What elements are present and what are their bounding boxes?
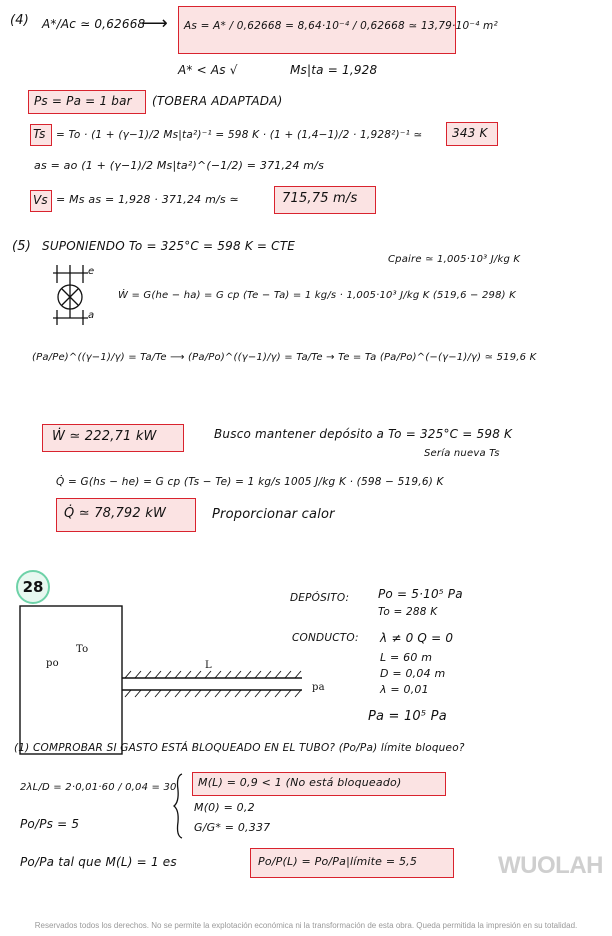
vs-result: 715,75 m/s (282, 191, 358, 206)
pressure-ratio: Po/Ps = 5 (20, 817, 80, 831)
limit-condition: Po/Pa tal que M(L) = 1 es (20, 855, 177, 869)
deposito-temperature: To = 288 K (378, 606, 438, 618)
cp-aire: Cpaire ≃ 1,005·10³ J/kg K (388, 254, 521, 265)
ps-equation: Ps = Pa = 1 bar (34, 94, 132, 108)
ambient-pressure-value: Pa = 10⁵ Pa (368, 709, 447, 724)
wuolah-logo: WUOLAH (498, 852, 603, 879)
problem-number-badge: 28 (16, 570, 50, 604)
question-1: (1) COMPROBAR SI GASTO ESTÁ BLOQUEADO EN EL TUBO? (Po/Pa) límite bloqueo? (14, 742, 465, 754)
rights-footer: Reservados todos los derechos. No se permite la explotación económica ni la transformación de esta obra. Queda permitida la impresión en su totalidad. (34, 921, 578, 930)
work-result: Ẇ ≃ 222,71 kW (52, 429, 157, 444)
friction-parameter: 2λL/D = 2·0,01·60 / 0,04 = 30 (20, 782, 177, 793)
tank-pressure-label: po (46, 658, 59, 669)
outlet-a-label: a (88, 310, 95, 321)
section-5-title-number: (5) (12, 239, 32, 254)
mach-inlet: M(0) = 0,2 (194, 801, 255, 814)
mass-flow-ratio: G/G* = 0,337 (194, 821, 271, 834)
exit-mach: Ms|ta = 1,928 (290, 63, 378, 77)
tobera-note: (TOBERA ADAPTADA) (152, 94, 283, 108)
area-ratio: A*/Ac ≃ 0,62668 (42, 17, 146, 31)
section-4-number: (4) (10, 13, 30, 28)
conducto-lambda: λ = 0,01 (380, 683, 429, 696)
isentropic-equation: (Pa/Pe)^((γ−1)/γ) = Ta/Te ⟶ (Pa/Po)^((γ−1)/γ) = Ta/Te → Te = Ta (Pa/Po)^(−(γ−1)/γ) ≃ 519,6 K (32, 352, 537, 363)
vs-label: Vs (33, 193, 48, 207)
conducto-friction-heat: λ ≠ 0 Q = 0 (380, 631, 454, 645)
area-condition: A* < As √ (178, 63, 238, 77)
vs-equation: = Ms as = 1,928 · 371,24 m/s ≃ (56, 193, 239, 206)
deposito-pressure: Po = 5·10⁵ Pa (378, 587, 463, 601)
ambient-pressure-label: pa (312, 682, 325, 693)
pipe-length-label: L (205, 660, 212, 671)
limit-result: Po/P(L) = Po/Pa|límite = 5,5 (258, 855, 418, 868)
conducto-diameter: D = 0,04 m (380, 667, 446, 680)
arrow-symbol: ⟶ (142, 13, 169, 34)
deposito-title: DEPÓSITO: (290, 592, 350, 604)
conducto-title: CONDUCTO: (292, 632, 359, 644)
heat-note: Proporcionar calor (212, 507, 335, 522)
conducto-length: L = 60 m (380, 651, 433, 664)
ts-label: Ts (33, 127, 46, 141)
tank-temperature-label: To (76, 644, 89, 655)
mach-exit: M(L) = 0,9 < 1 (No está bloqueado) (198, 776, 402, 789)
section-5-title: SUPONIENDO To = 325°C = 598 K = CTE (42, 239, 296, 253)
heat-result: Q̇ ≃ 78,792 kW (64, 506, 166, 521)
heat-equation: Q̇ = G(hs − he) = G cp (Ts − Te) = 1 kg/s 1005 J/kg K · (598 − 519,6) K (56, 476, 444, 488)
work-note: Busco mantener depósito a To = 325°C = 598 K (214, 427, 513, 441)
ts-result: 343 K (452, 126, 488, 140)
inlet-e-label: e (88, 266, 95, 277)
ts-equation: = To · (1 + (γ−1)/2 Ms|ta²)⁻¹ = 598 K · (1 + (1,4−1)/2 · 1,928²)⁻¹ ≃ (56, 129, 423, 141)
as-equation: as = ao (1 + (γ−1)/2 Ms|ta²)^(−1/2) = 371,24 m/s (34, 159, 325, 172)
work-note-2: Sería nueva Ts (424, 448, 500, 459)
exit-area-equation: As = A* / 0,62668 = 8,64·10⁻⁴ / 0,62668 ≃ 13,79·10⁻⁴ m² (184, 20, 498, 32)
work-equation: Ẇ = G(he − ha) = G cp (Te − Ta) = 1 kg/s · 1,005·10³ J/kg K (519,6 − 298) K (118, 290, 516, 301)
